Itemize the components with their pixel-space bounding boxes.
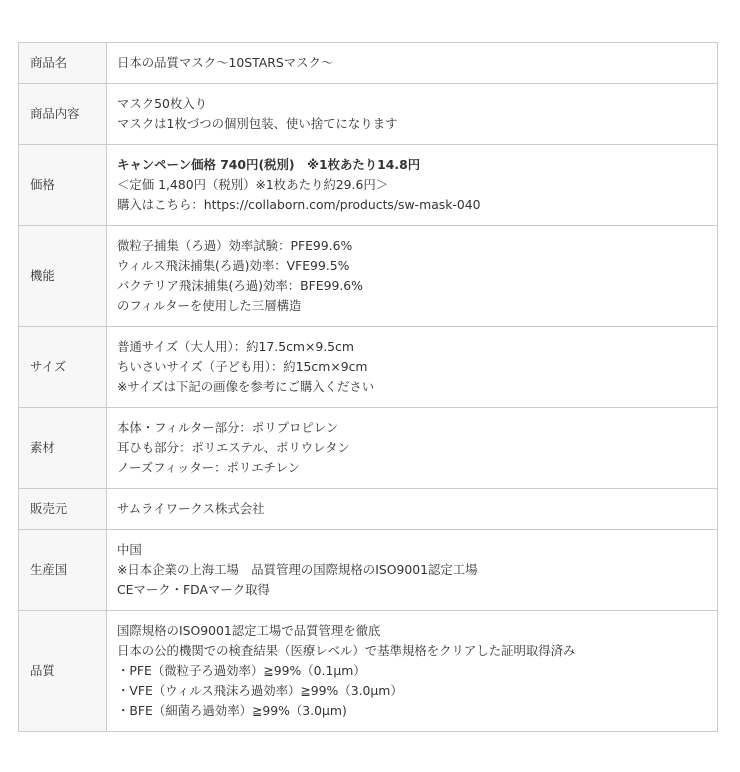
spec-row (19, 611, 718, 732)
product-spec-table (18, 42, 718, 732)
spec-row (19, 145, 718, 226)
spec-label: 生産国 (19, 530, 107, 611)
spec-value (107, 43, 718, 84)
spec-value-line: 国際規格のISO9001認定工場で品質管理を徹底 (117, 623, 381, 638)
spec-value-line: 購入はこちら：https://collaborn.com/products/sw-mask-040 (117, 197, 481, 212)
spec-value (107, 145, 718, 226)
spec-label: 価格 (19, 145, 107, 226)
spec-value-line: バクテリア飛沫捕集(ろ過)効率：BFE99.6% (117, 278, 363, 293)
spec-value (107, 327, 718, 408)
spec-value (107, 611, 718, 732)
spec-value-line: のフィルターを使用した三層構造 (117, 298, 302, 313)
spec-value (107, 408, 718, 489)
spec-label: 機能 (19, 226, 107, 327)
spec-label: 商品名 (19, 43, 107, 84)
spec-value (107, 530, 718, 611)
spec-value-line: ちいさいサイズ（子ども用）：約15cm×9cm (117, 359, 368, 374)
spec-row (19, 408, 718, 489)
spec-value-line: 中国 (117, 542, 142, 557)
spec-value-line: ・PFE（微粒子ろ過効率）≧99%（0.1μm） (117, 663, 366, 678)
spec-value-line: サムライワークス株式会社 (117, 501, 265, 516)
spec-row (19, 327, 718, 408)
spec-value-line: ・VFE（ウィルス飛沫ろ過効率）≧99%（3.0μm） (117, 683, 403, 698)
spec-label: 素材 (19, 408, 107, 489)
spec-value (107, 489, 718, 530)
spec-value-line: 日本の品質マスク〜10STARSマスク〜 (117, 55, 334, 70)
spec-value (107, 226, 718, 327)
spec-value-line: 微粒子捕集（ろ過）効率試験：PFE99.6% (117, 238, 353, 253)
spec-value-line: 普通サイズ（大人用）：約17.5cm×9.5cm (117, 339, 354, 354)
spec-label: 販売元 (19, 489, 107, 530)
spec-value-line: ・BFE（細菌ろ過効率）≧99%（3.0μm) (117, 703, 347, 718)
spec-row (19, 43, 718, 84)
spec-value-line: 本体・フィルター部分：ポリプロピレン (117, 420, 339, 435)
spec-row (19, 530, 718, 611)
spec-label: 商品内容 (19, 84, 107, 145)
spec-row (19, 226, 718, 327)
spec-value-line: 耳ひも部分：ポリエステル、ポリウレタン (117, 440, 350, 455)
spec-value-line: マスクは1枚づつの個別包装、使い捨てになります (117, 116, 398, 131)
spec-row (19, 489, 718, 530)
spec-value-line-emphasis: キャンペーン価格 740円(税別) ※1枚あたり14.8円 (117, 157, 421, 172)
spec-value-line: ※サイズは下記の画像を参考にご購入ください (117, 379, 375, 394)
spec-row (19, 84, 718, 145)
spec-label: サイズ (19, 327, 107, 408)
spec-label: 品質 (19, 611, 107, 732)
spec-value-line: ※日本企業の上海工場 品質管理の国際規格のISO9001認定工場 (117, 562, 478, 577)
spec-value-line: 日本の公的機関での検査結果（医療レベル）で基準規格をクリアした証明取得済み (117, 643, 576, 658)
spec-value (107, 84, 718, 145)
spec-value-line: ウィルス飛沫捕集(ろ過)効率：VFE99.5% (117, 258, 350, 273)
spec-table-body (19, 43, 718, 732)
spec-value-line: CEマーク・FDAマーク取得 (117, 582, 270, 597)
spec-value-line: ノーズフィッター：ポリエチレン (117, 460, 301, 475)
spec-value-line: ＜定価 1,480円（税別）※1枚あたり約29.6円＞ (117, 177, 389, 192)
spec-value-line: マスク50枚入り (117, 96, 208, 111)
